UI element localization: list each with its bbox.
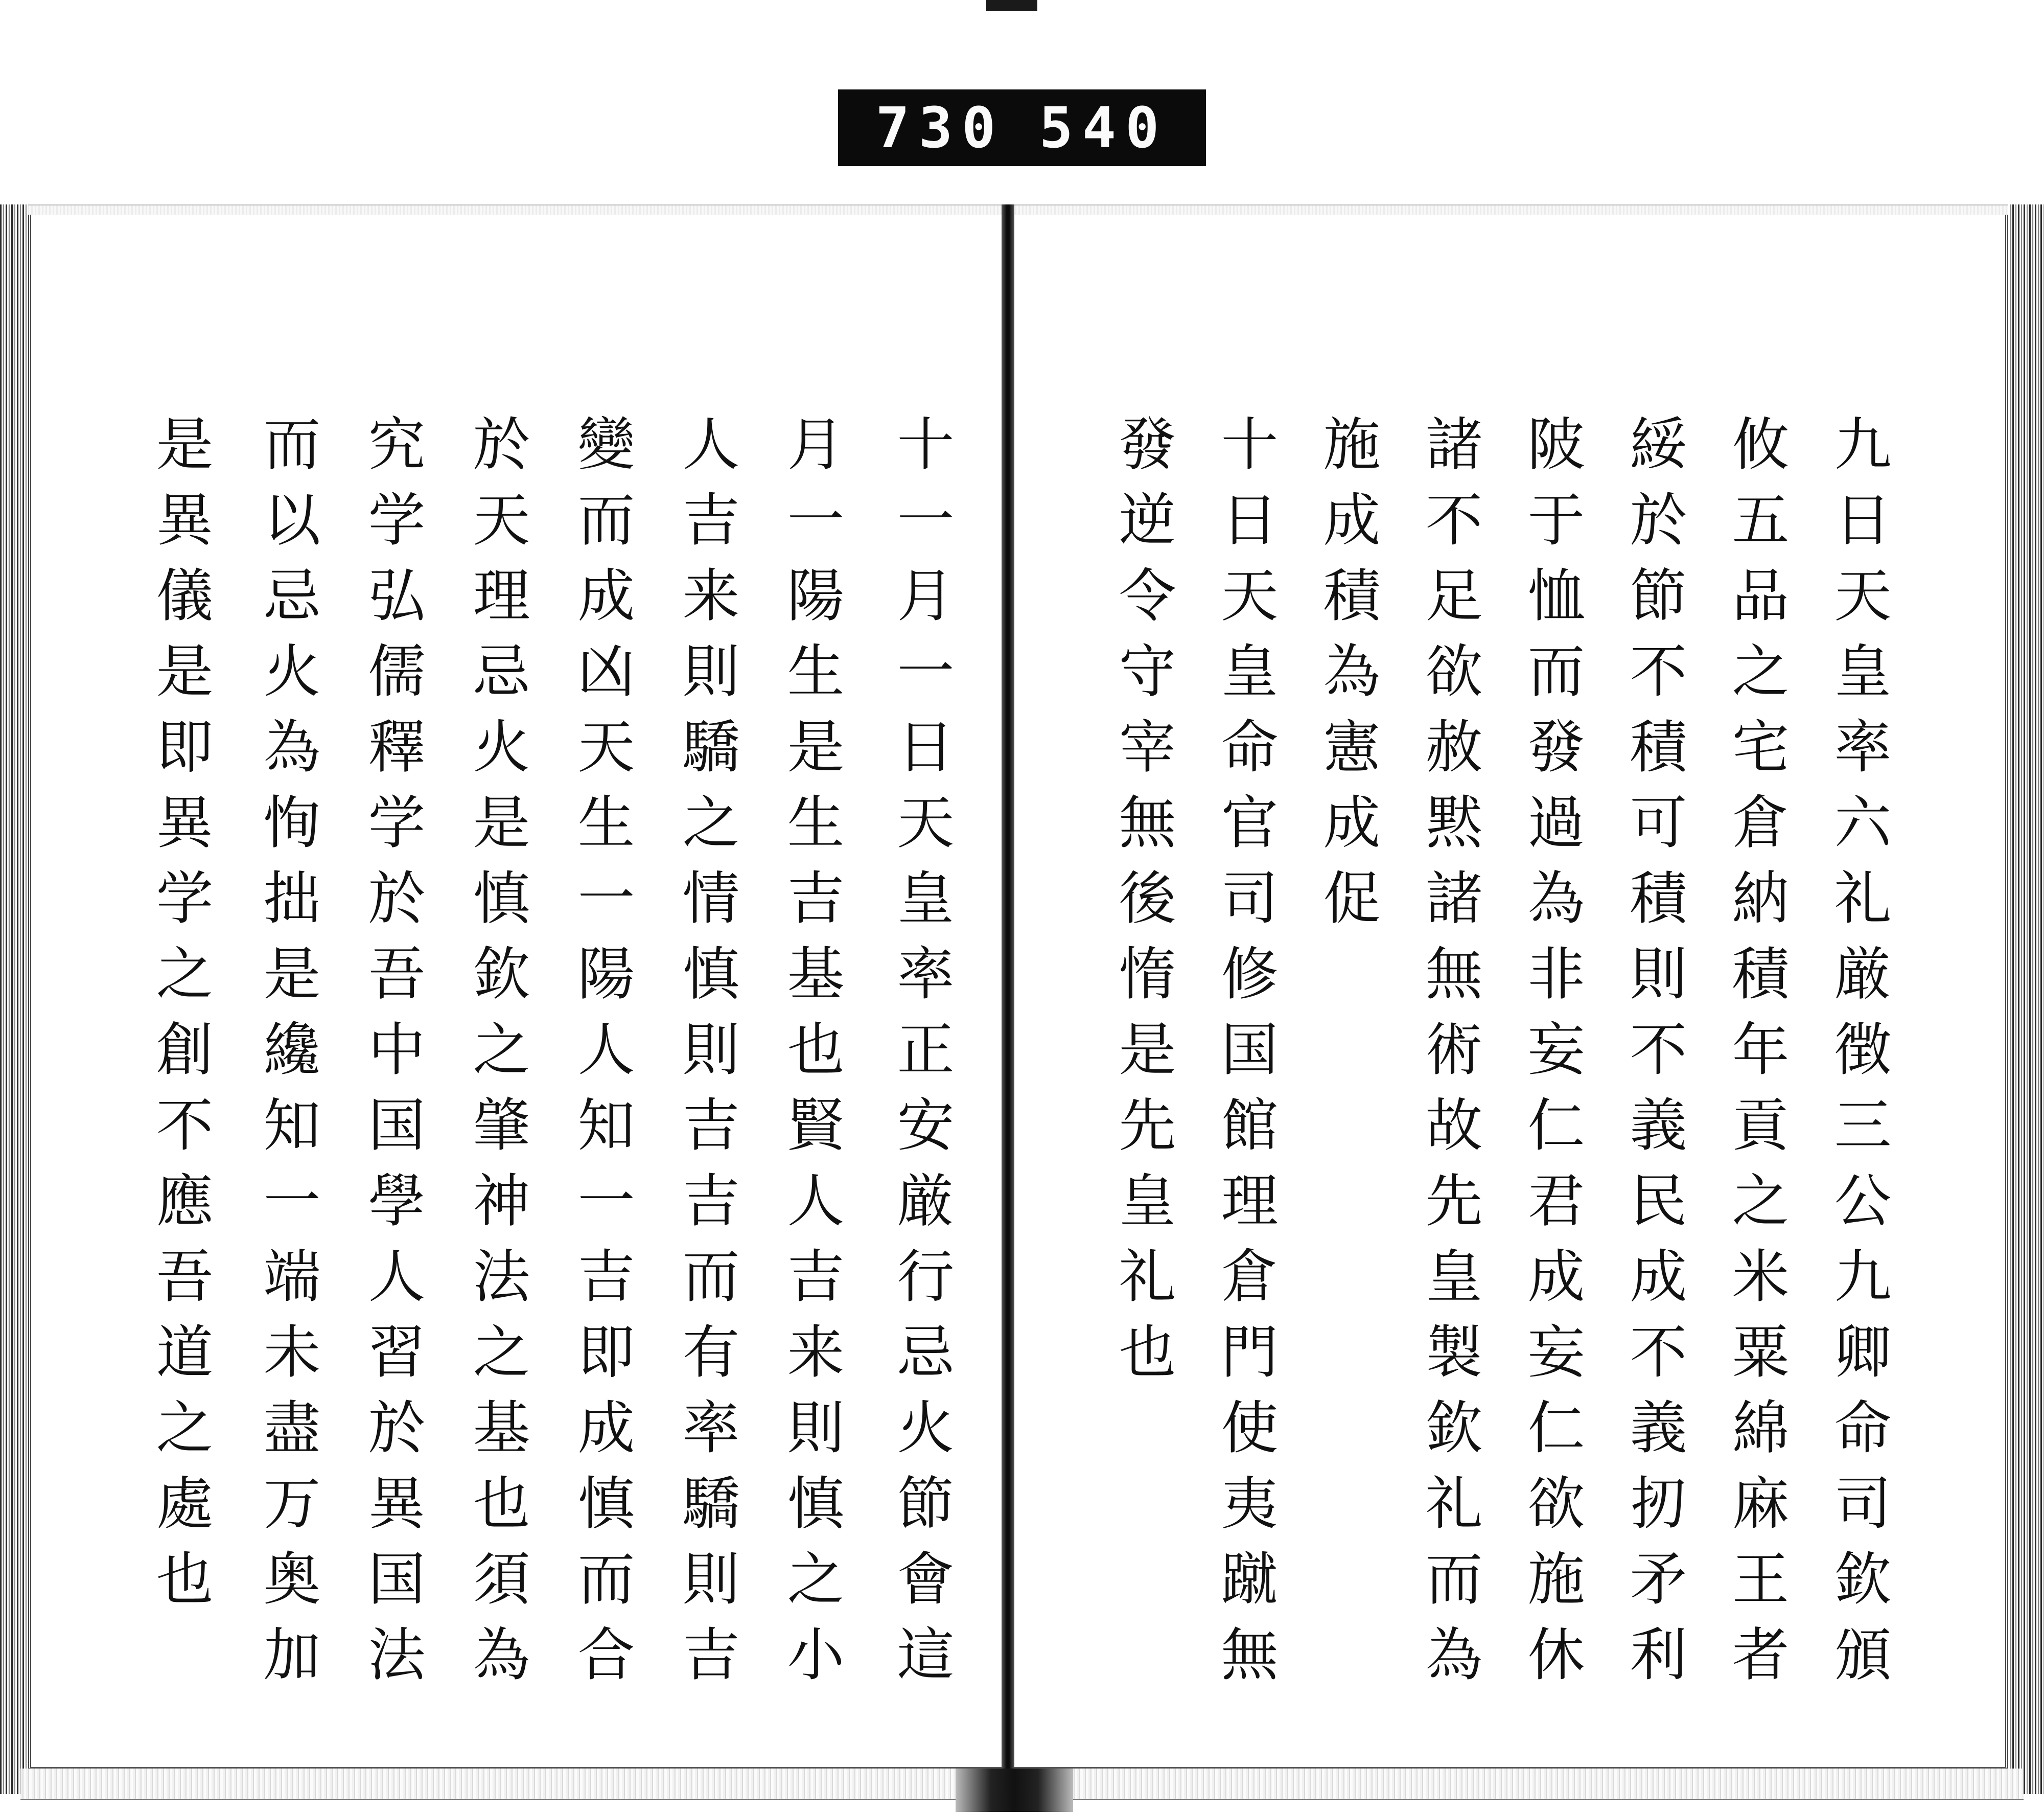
right-column-1: 九日天皇率六礼厳徴三公九卿命司欽頒 xyxy=(1825,414,1891,1700)
open-book xyxy=(0,204,2044,1809)
right-column-4: 陂于恤而發過為非妄仁君成妄仁欲施休 xyxy=(1518,414,1585,1700)
left-column-7: 而以忌火為恂拙是纔知一端未盡万奥加 xyxy=(254,414,320,1700)
left-column-2: 月一陽生是生吉基也賢人吉来則慎之小 xyxy=(778,414,844,1700)
right-column-2: 攸五品之宅倉納積年貢之米粟綿麻王者 xyxy=(1723,414,1789,1700)
frame-number-left: 730 xyxy=(875,95,1005,160)
right-page xyxy=(1014,215,2008,1769)
left-column-5: 於天理忌火是慎欽之肇神法之基也須為 xyxy=(463,414,530,1700)
right-column-5: 諸不足欲赦黙諸無術故先皇製欽礼而為 xyxy=(1416,414,1482,1700)
left-column-4: 變而成凶天生一陽人知一吉即成慎而合 xyxy=(568,414,635,1700)
right-column-6: 施成積為憲成促 xyxy=(1314,414,1380,944)
right-column-8: 發逆令守宰無後惰是先皇礼也 xyxy=(1109,414,1176,1397)
left-column-6: 究学弘儒釋学於吾中国學人習於異国法 xyxy=(359,414,425,1700)
book-gutter xyxy=(1002,204,1014,1809)
left-page-edge-stack xyxy=(0,204,28,1794)
left-column-8: 是異儀是即異学之創不應吾道之處也 xyxy=(147,414,213,1624)
frame-number-right: 540 xyxy=(1039,95,1169,160)
right-column-7: 十日天皇命官司修国館理倉門使夷蹴無 xyxy=(1212,414,1278,1700)
left-page xyxy=(28,215,1002,1769)
left-column-3: 人吉来則驕之情慎則吉吉而有率驕則吉 xyxy=(673,414,739,1700)
left-column-1: 十一月一日天皇率正安厳行忌火節會這 xyxy=(888,414,954,1700)
right-page-edge-stack xyxy=(2008,204,2044,1794)
gutter-bottom-shadow xyxy=(956,1769,1073,1812)
top-binding-tab xyxy=(986,0,1037,11)
right-column-3: 綏於節不積可積則不義民成不義扨矛利 xyxy=(1620,414,1687,1700)
frame-number-label xyxy=(838,89,1206,166)
